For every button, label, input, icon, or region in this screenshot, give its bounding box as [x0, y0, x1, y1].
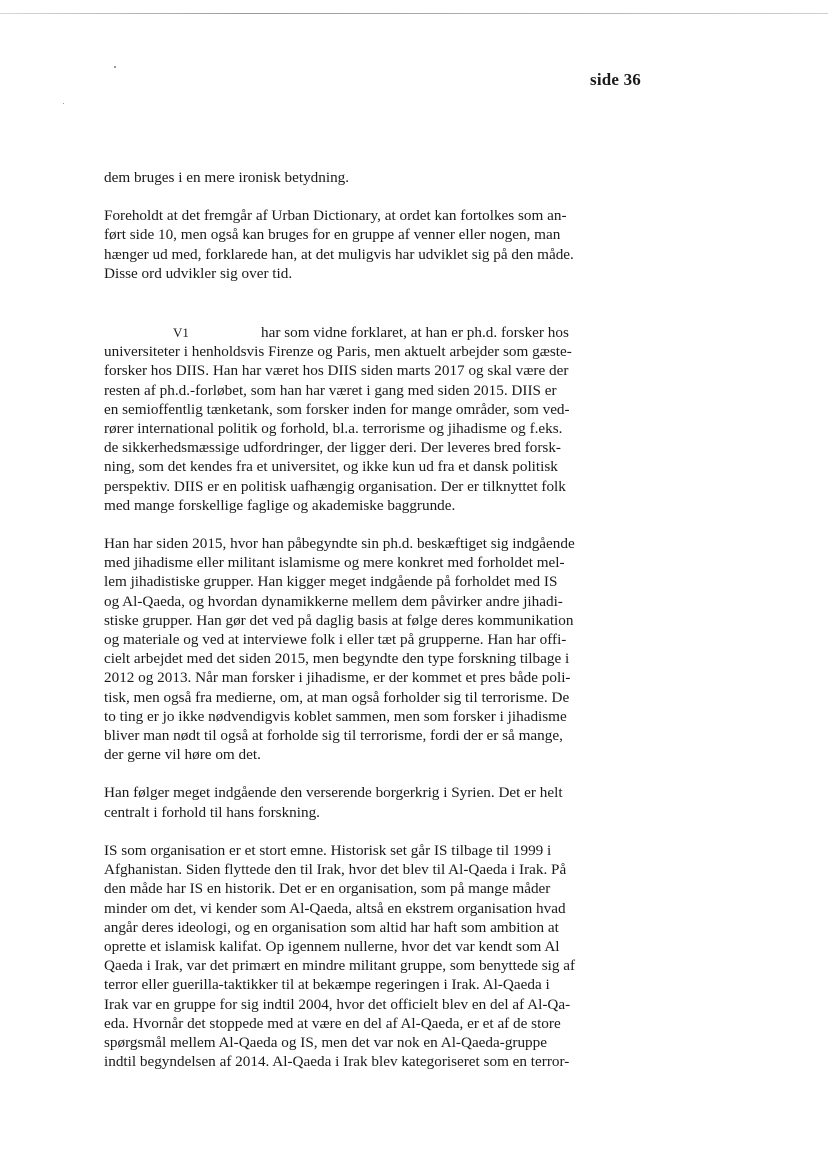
text-line: IS som organisation er et stort emne. Historisk set går IS tilbage til 1999 i — [104, 841, 552, 859]
witness-name-tag: V1 — [173, 325, 189, 341]
text-line: der gerne vil høre om det. — [104, 746, 261, 764]
paragraph — [104, 783, 604, 821]
scan-speck — [114, 66, 116, 68]
text-line: Afghanistan. Siden flyttede den til Irak, hvor det blev til Al-Qaeda i Irak. På — [104, 861, 567, 879]
text-line: ning, som det kendes fra et universitet, og ikke kun ud fra et dansk politisk — [104, 458, 558, 476]
text-line: bliver man nødt til også at forholde sig til terrorisme, fordi der er så mange, — [104, 727, 563, 745]
text-line: indtil begyndelsen af 2014. Al-Qaeda i Irak blev kategoriseret som en terror- — [104, 1053, 570, 1071]
text-line: en semioffentlig tænketank, som forsker inden for mange områder, som ved- — [104, 400, 570, 418]
text-line: ført side 10, men også kan bruges for en gruppe af venner eller nogen, man — [104, 226, 561, 244]
scan-top-rule — [0, 13, 828, 14]
page-number: side 36 — [590, 70, 641, 89]
text-fragment: har som vidne forklaret, at han er ph.d. forsker hos — [261, 324, 569, 342]
paragraph — [104, 841, 604, 1071]
text-line: hænger ud med, forklarede han, at det muligvis har udviklet sig på den måde. — [104, 245, 574, 263]
text-line: cielt arbejdet med det siden 2015, men begyndte den type forskning tilbage i — [104, 650, 570, 668]
text-line: minder om det, vi kender som Al-Qaeda, altså en ekstrem organisation hvad — [104, 899, 566, 917]
text-line: resten af ph.d.-forløbet, som han har været i gang med siden 2015. DIIS er — [104, 381, 557, 399]
text-line: lem jihadistiske grupper. Han kigger meget indgående på forholdet med IS — [104, 573, 558, 591]
text-line: Han har siden 2015, hvor han påbegyndte sin ph.d. beskæftiget sig indgående — [104, 535, 575, 553]
text-line: terror eller guerilla-taktikker til at bekæmpe regeringen i Irak. Al-Qaeda i — [104, 976, 550, 994]
text-line: og materiale og ved at interviewe folk i eller tæt på grupperne. Han har offi- — [104, 631, 567, 649]
text-line: eda. Hvornår det stoppede med at være en del af Al-Qaeda, er et af de store — [104, 1014, 561, 1032]
text-line: med mange forskellige faglige og akademiske baggrunde. — [104, 496, 456, 514]
text-line: stiske grupper. Han gør det ved på daglig basis at følge deres kommunikation — [104, 611, 574, 629]
text-line: Irak var en gruppe for sig indtil 2004, hvor det officielt blev en del af Al-Qa- — [104, 995, 571, 1013]
paragraph — [104, 206, 604, 283]
text-line: universiteter i henholdsvis Firenze og Paris, men aktuelt arbejder som gæste- — [104, 343, 572, 361]
text-line: tisk, men også fra medierne, om, at man også forholder sig til terrorisme. De — [104, 688, 570, 706]
text-line: perspektiv. DIIS er en politisk uafhængig organisation. Der er tilknyttet folk — [104, 477, 566, 495]
document-body — [104, 168, 604, 1090]
text-line: 2012 og 2013. Når man forsker i jihadisme, er der kommet et pres både poli- — [104, 669, 571, 687]
text-line: forsker hos DIIS. Han har været hos DIIS siden marts 2017 og skal være der — [104, 362, 569, 380]
text-line: Han følger meget indgående den verserende borgerkrig i Syrien. Det er helt — [104, 784, 563, 802]
text-line: dem bruges i en mere ironisk betydning. — [104, 169, 350, 186]
text-line: Disse ord udvikler sig over tid. — [104, 264, 293, 282]
text-line: og Al-Qaeda, og hvordan dynamikkerne mellem dem påvirker andre jihadi- — [104, 592, 563, 610]
text-line — [104, 323, 604, 342]
text-line: centralt i forhold til hans forskning. — [104, 803, 320, 821]
text-line: de sikkerhedsmæssige udfordringer, der ligger deri. Der leveres bred forsk- — [104, 439, 561, 457]
text-line: to ting er jo ikke nødvendigvis koblet sammen, men som forsker i jihadisme — [104, 707, 567, 725]
text-line: med jihadisme eller militant islamisme og mere konkret med forholdet mel- — [104, 554, 565, 572]
scan-speck — [63, 103, 64, 104]
text-line: Qaeda i Irak, var det primært en mindre militant gruppe, som benyttede sig af — [104, 957, 576, 975]
text-line: Foreholdt at det fremgår af Urban Dictionary, at ordet kan fortolkes som an- — [104, 207, 567, 225]
paragraph — [104, 323, 604, 515]
text-line: den måde har IS en historik. Det er en organisation, som på mange måder — [104, 880, 551, 898]
paragraph — [104, 168, 604, 187]
paragraph — [104, 534, 604, 764]
text-line: angår deres ideologi, og en organisation som altid har haft som ambition at — [104, 918, 559, 936]
text-line: spørgsmål mellem Al-Qaeda og IS, men det var nok en Al-Qaeda-gruppe — [104, 1033, 547, 1051]
text-line: oprette et islamisk kalifat. Op igennem nullerne, hvor det var kendt som Al — [104, 937, 560, 955]
text-line: rører international politik og forhold, bl.a. terrorisme og jihadisme og f.eks. — [104, 420, 563, 438]
